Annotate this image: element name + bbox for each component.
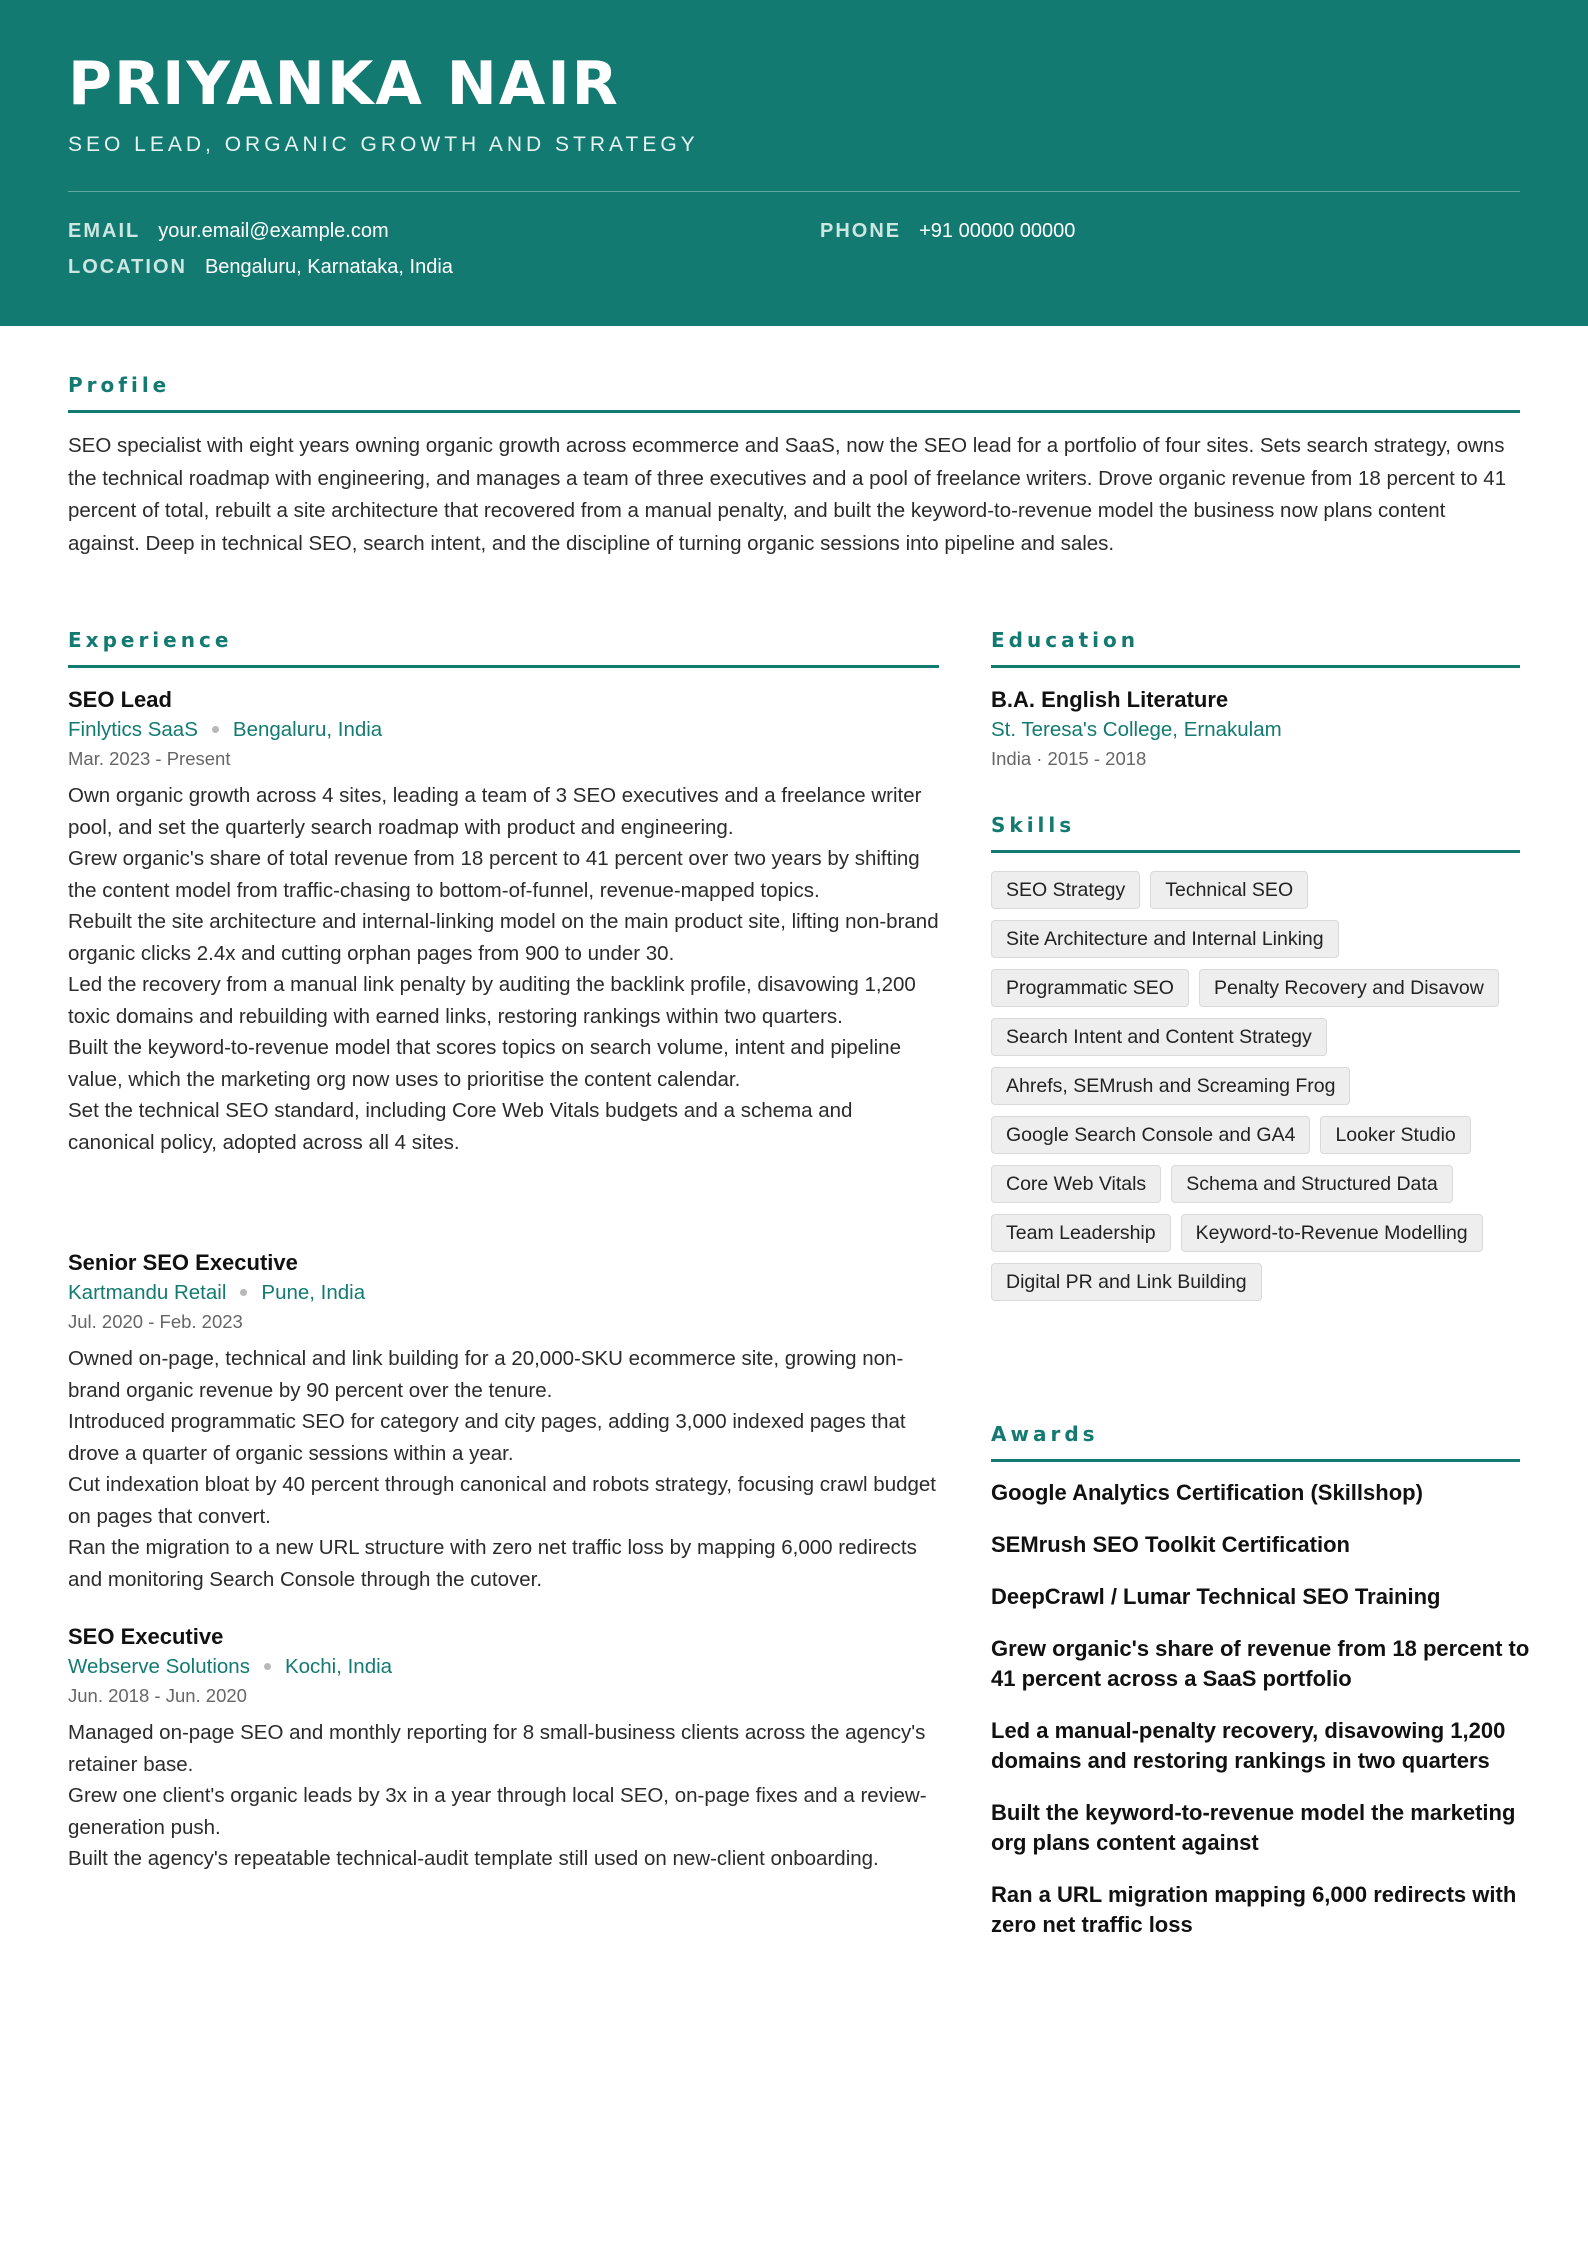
job-company: Finlytics SaaS [68,718,198,741]
skill-tag: Core Web Vitals [991,1165,1161,1203]
job-bullet: Own organic growth across 4 sites, leading a team of 3 SEO executives and a freelance writer pool, and set the quarterly search roadmap with product and engineering. [68,784,922,839]
experience-heading: Experience [68,628,233,652]
skill-tag: Looker Studio [1320,1116,1470,1154]
education-entry [991,685,1520,773]
skill-tag: Ahrefs, SEMrush and Screaming Frog [991,1067,1350,1105]
skill-tag: Penalty Recovery and Disavow [1199,969,1499,1007]
job-bullet: Led the recovery from a manual link penalty by auditing the backlink profile, disavowing 1,200 toxic domains and rebuilding with earned links, restoring rankings within two quarters. [68,973,916,1028]
education-school: St. Teresa's College, Ernakulam [991,718,1282,741]
job-location: Kochi, India [284,1655,393,1678]
award-item: DeepCrawl / Lumar Technical SEO Training [991,1584,1441,1609]
job-bullet: Set the technical SEO standard, including Core Web Vitals budgets and a schema and canonical policy, adopted across all 4 sites. [68,1099,853,1154]
awards-rule [991,1459,1520,1462]
skill-tag: Keyword-to-Revenue Modelling [1181,1214,1483,1252]
phone-label: PHONE [820,220,902,242]
contact-location [68,254,453,280]
job-entry [68,1248,942,1595]
job-company: Kartmandu Retail [68,1281,227,1304]
job-title: Senior SEO Executive [68,1250,298,1275]
education-degree: B.A. English Literature [991,687,1229,712]
resume-header [0,0,1588,326]
header-divider [68,191,1520,192]
job-bullet: Rebuilt the site architecture and internal-linking model on the main product site, lifting non-brand organic clicks 2.4x and cutting orphan pages from 900 to under 30. [68,910,939,965]
job-bullet: Grew organic's share of total revenue from 18 percent to 41 percent over two years by shifting the content model from traffic-chasing to bottom-of-funnel, revenue-mapped topics. [68,847,920,902]
contact-phone [820,218,1075,244]
location-value: Bengaluru, Karnataka, India [204,256,453,278]
skill-tag: Team Leadership [991,1214,1171,1252]
job-bullet: Grew one client's organic leads by 3x in a year through local SEO, on-page fixes and a review-generation push. [68,1784,927,1839]
job-location: Bengaluru, India [232,718,383,741]
profile-summary: SEO specialist with eight years owning organic growth across ecommerce and SaaS, now the SEO lead for a portfolio of four sites. Sets search strategy, owns the technical roadmap with engineering, and manages a team of three executives and a pool of freelance writers. Drove organic revenue from 18 percent to 41 percent of total, rebuilt a site architecture that recovered from a manual penalty, and built the keyword-to-revenue model the business now plans content against. Deep in technical SEO, search intent, and the discipline of turning organic sessions into pipeline and sales. [68,434,1507,555]
skill-tag: SEO Strategy [991,871,1140,909]
job-bullet: Introduced programmatic SEO for category and city pages, adding 3,000 indexed pages that drove a quarter of organic sessions within a year. [68,1410,906,1465]
job-dates: Mar. 2023 - Present [68,748,231,769]
email-label: EMAIL [68,220,141,242]
job-company: Webserve Solutions [68,1655,250,1678]
job-bullet: Built the agency's repeatable technical-audit template still used on new-client onboarding. [68,1847,879,1870]
award-item: Grew organic's share of revenue from 18 percent to 41 percent across a SaaS portfolio [991,1636,1530,1691]
skills-list [991,871,1531,1301]
skills-heading: Skills [991,813,1076,837]
award-item: Led a manual-penalty recovery, disavowing 1,200 domains and restoring rankings in two quarters [991,1718,1506,1773]
phone-value[interactable]: +91 00000 00000 [919,220,1076,242]
awards-list [991,1478,1531,1962]
job-entry [68,1622,942,1875]
job-bullet: Owned on-page, technical and link building for a 20,000-SKU ecommerce site, growing non-brand organic revenue by 90 percent over the tenure. [68,1347,904,1402]
education-heading: Education [991,628,1139,652]
job-meta [68,1652,942,1682]
education-meta: India · 2015 - 2018 [991,748,1147,769]
award-item: SEMrush SEO Toolkit Certification [991,1532,1350,1557]
separator-dot [240,1289,247,1296]
skill-tag: Programmatic SEO [991,969,1189,1007]
job-bullet: Built the keyword-to-revenue model that scores topics on search volume, intent and pipeline value, which the marketing org now uses to prioritise the content calendar. [68,1036,901,1091]
job-bullet: Ran the migration to a new URL structure with zero net traffic loss by mapping 6,000 redirects and monitoring Search Console through the cutover. [68,1536,917,1591]
separator-dot [212,726,219,733]
awards-heading: Awards [991,1422,1099,1446]
job-dates: Jun. 2018 - Jun. 2020 [68,1685,247,1706]
skill-tag: Schema and Structured Data [1171,1165,1452,1203]
job-bullet: Cut indexation bloat by 40 percent through canonical and robots strategy, focusing crawl budget on pages that convert. [68,1473,936,1528]
candidate-name: PRIYANKA NAIR [68,49,620,119]
email-value[interactable]: your.email@example.com [158,220,389,242]
location-label: LOCATION [68,256,187,278]
candidate-headline: SEO LEAD, ORGANIC GROWTH AND STRATEGY [68,133,699,156]
award-item: Ran a URL migration mapping 6,000 redirects with zero net traffic loss [991,1882,1517,1937]
skill-tag: Search Intent and Content Strategy [991,1018,1327,1056]
job-title: SEO Lead [68,687,172,712]
skills-rule [991,850,1520,853]
separator-dot [264,1663,271,1670]
skill-tag: Digital PR and Link Building [991,1263,1262,1301]
job-location: Pune, India [261,1281,366,1304]
profile-heading: Profile [68,373,171,397]
contact-email [68,218,389,244]
skill-tag: Site Architecture and Internal Linking [991,920,1339,958]
job-bullet: Managed on-page SEO and monthly reporting for 8 small-business clients across the agency's retainer base. [68,1721,926,1776]
job-title: SEO Executive [68,1624,224,1649]
award-item: Google Analytics Certification (Skillshop) [991,1480,1423,1505]
skill-tag: Technical SEO [1150,871,1308,909]
education-rule [991,665,1520,668]
profile-rule [68,410,1520,413]
job-meta [68,715,942,745]
job-meta [68,1278,942,1308]
skill-tag: Google Search Console and GA4 [991,1116,1310,1154]
job-dates: Jul. 2020 - Feb. 2023 [68,1311,243,1332]
award-item: Built the keyword-to-revenue model the marketing org plans content against [991,1800,1516,1855]
job-entry [68,685,942,1158]
experience-rule [68,665,939,668]
